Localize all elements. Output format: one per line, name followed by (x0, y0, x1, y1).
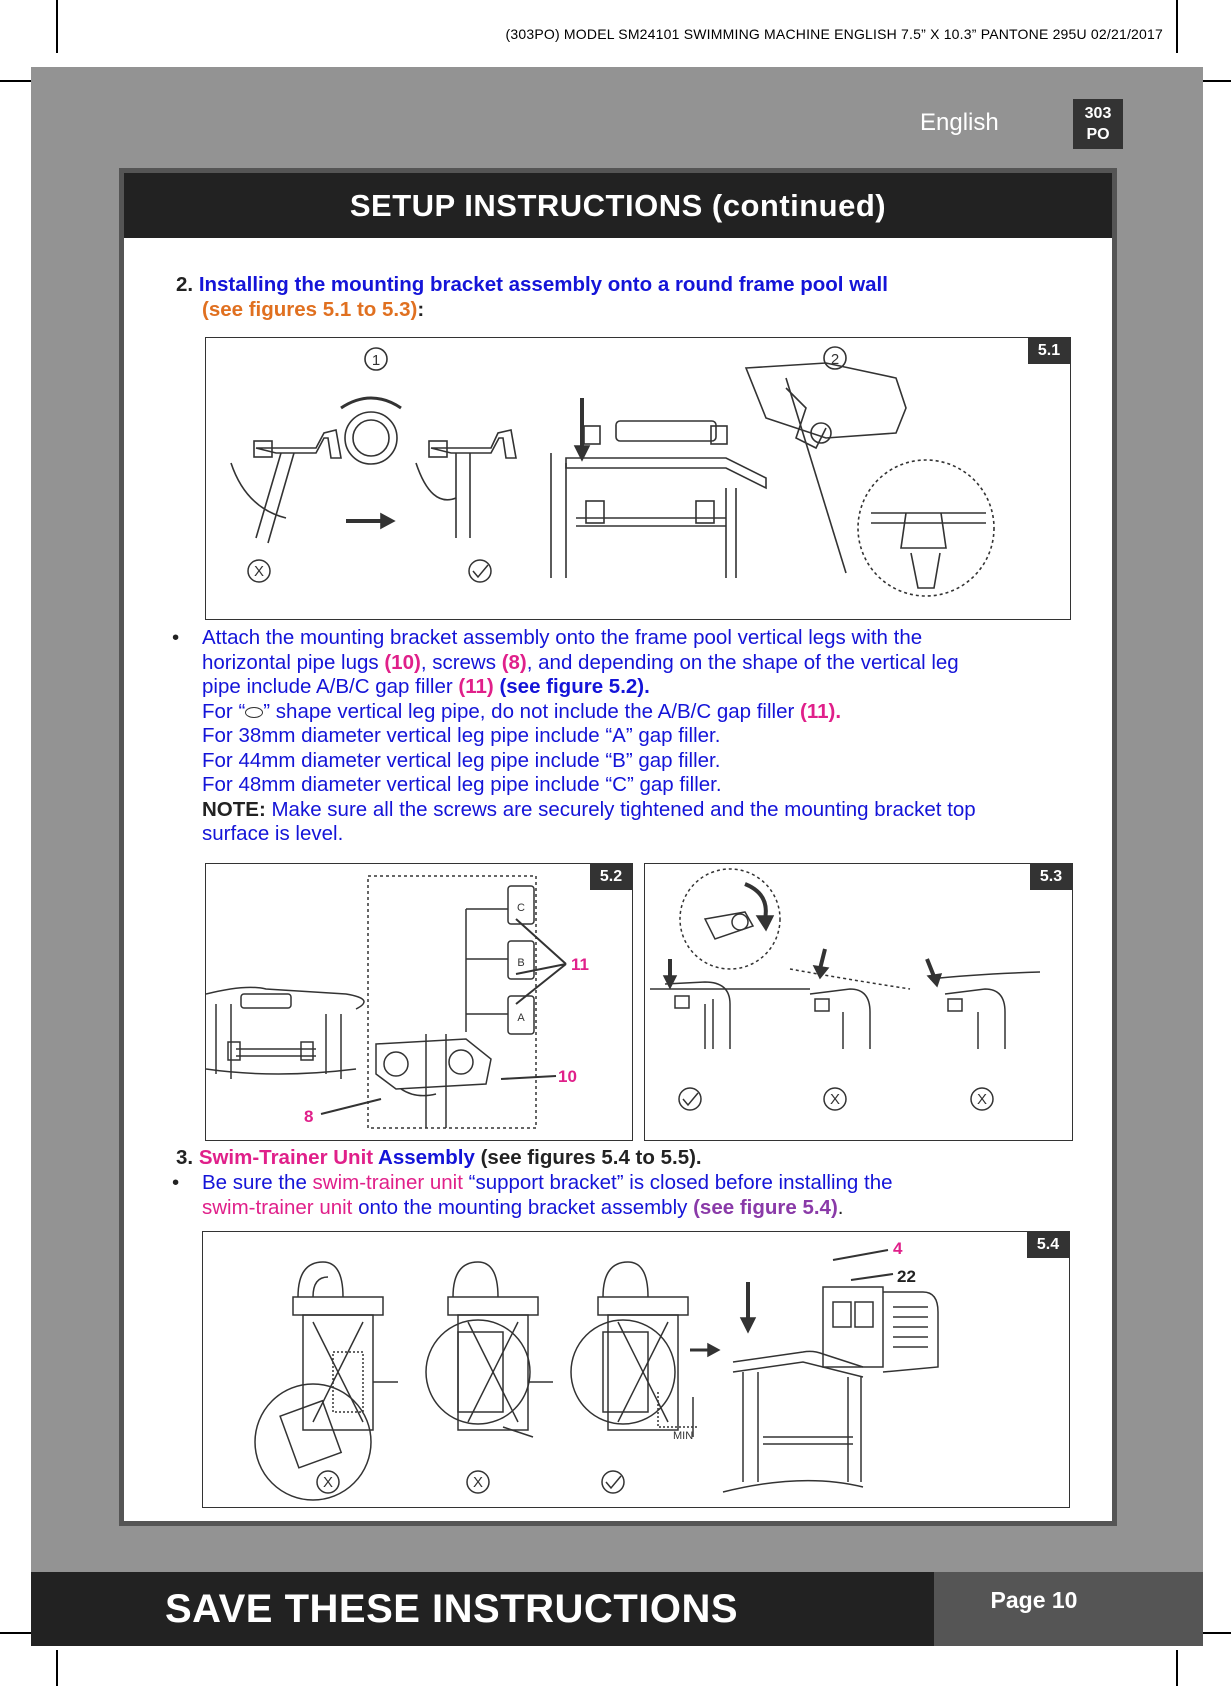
bullet-glyph: • (172, 626, 180, 649)
note-line-2: surface is level. (202, 822, 344, 845)
step2-ref: (see figures 5.1 to 5.3) (202, 298, 418, 321)
step2-colon: : (417, 298, 425, 321)
text: , screws (420, 650, 502, 674)
figure-5-1-illustration (206, 338, 1070, 619)
text: pipe include A/B/C gap filler (202, 675, 459, 698)
callout-11: 11 (571, 955, 589, 974)
text: “support bracket” is closed before installing the (462, 1171, 893, 1194)
text: onto the mounting bracket assembly (352, 1195, 694, 1219)
text: . (837, 1195, 844, 1219)
callout-10: 10 (558, 1067, 577, 1086)
part-ref: (11). (800, 699, 842, 723)
callout-8: 8 (304, 1107, 314, 1126)
figure-5-2-illustration (206, 864, 632, 1140)
code-line-2: PO (1086, 126, 1110, 143)
content-panel (119, 168, 1117, 1526)
page-number: Page 10 (990, 1587, 1078, 1613)
step3-title-3: (see figures 5.4 to 5.5). (474, 1146, 702, 1169)
bullet1-line6: For 44mm diameter vertical leg pipe include “B” gap filler. (202, 748, 721, 772)
part-ref: (8) (501, 650, 527, 674)
step2-number: 2. (176, 273, 194, 296)
figure-ref: (see figure 5.4) (693, 1195, 838, 1219)
bullet1-line2 (202, 651, 1082, 676)
bullet1-line4 (202, 700, 1082, 725)
print-info: (303PO) MODEL SM24101 SWIMMING MACHINE ENGLISH 7.5” X 10.3” PANTONE 295U 02/21/2017 (505, 26, 1163, 42)
figure-5-4-illustration (203, 1232, 1069, 1507)
note-text: Make sure all the screws are securely tightened and the mounting bracket top (265, 797, 976, 821)
bullet-glyph: • (172, 1171, 180, 1194)
bullet1-line7: For 48mm diameter vertical leg pipe include “C” gap filler. (202, 773, 722, 796)
figure-5-3-illustration (645, 864, 1072, 1140)
step2-title: Installing the mounting bracket assembly onto a round frame pool wall (198, 273, 888, 296)
text: , and depending on the shape of the vertical leg (526, 650, 959, 674)
language-label: English (920, 109, 999, 136)
text: For “ (202, 699, 246, 723)
figure-5-1 (205, 337, 1071, 620)
part-ref: (11) (458, 675, 494, 698)
unit-name: swim-trainer unit (202, 1195, 353, 1219)
figure-tag: 5.4 (1027, 1232, 1069, 1258)
fig54-wrong-mark-1: X (322, 1474, 334, 1491)
step3-line2 (202, 1196, 1082, 1221)
figure-5-3 (644, 863, 1073, 1141)
step3-line1 (202, 1171, 1082, 1196)
text: Be sure the (202, 1171, 313, 1194)
text: ” shape vertical leg pipe, do not include the A/B/C gap filler (263, 699, 801, 723)
min-label: MIN (673, 1430, 694, 1442)
step3-heading (176, 1146, 702, 1171)
figure-5-2 (205, 863, 633, 1141)
crop-mark (56, 0, 58, 53)
figure-tag: 5.2 (590, 864, 632, 890)
callout-4: 4 (893, 1239, 903, 1258)
section-title: SETUP INSTRUCTIONS (continued) (124, 173, 1112, 238)
fig51-wrong-mark: X (253, 563, 265, 580)
part-ref: (10) (384, 650, 421, 674)
step3-title-1: Swim-Trainer Unit (198, 1146, 374, 1169)
step3-number: 3. (176, 1146, 194, 1169)
step2-heading (176, 273, 888, 298)
note-line (202, 798, 1082, 823)
fig53-wrong-mark-1: X (829, 1091, 841, 1108)
footer-bar (31, 1572, 1203, 1646)
note-label: NOTE: (202, 797, 266, 821)
figure-tag: 5.1 (1028, 338, 1070, 364)
fig51-step-2: 2 (830, 351, 840, 368)
figure-tag: 5.3 (1030, 864, 1072, 890)
fig53-wrong-mark-2: X (976, 1091, 988, 1108)
callout-22: 22 (897, 1267, 916, 1286)
fig51-step-1: 1 (371, 352, 381, 369)
unit-name: swim-trainer unit (312, 1171, 463, 1194)
oval-shape-icon (245, 707, 263, 718)
filler-b-label: B (517, 957, 525, 969)
crop-mark (56, 1650, 58, 1686)
step2-reference (202, 298, 424, 323)
footer-title: SAVE THESE INSTRUCTIONS (165, 1587, 739, 1631)
crop-mark (1176, 1650, 1178, 1686)
bullet1-line1: Attach the mounting bracket assembly onto the frame pool vertical legs with the (202, 626, 923, 649)
crop-mark (1176, 0, 1178, 53)
fig54-wrong-mark-2: X (472, 1474, 484, 1491)
step3-title-2: Assembly (373, 1146, 475, 1169)
bullet1-line5: For 38mm diameter vertical leg pipe include “A” gap filler. (202, 724, 721, 747)
language-code-badge (1073, 99, 1123, 149)
text: horizontal pipe lugs (202, 650, 385, 674)
figure-5-4 (202, 1231, 1070, 1508)
page-number-box (934, 1572, 1203, 1646)
code-line-1: 303 (1084, 105, 1112, 122)
figure-ref: (see figure 5.2). (499, 675, 650, 698)
bullet1-line3 (202, 675, 1082, 700)
filler-a-label: A (517, 1012, 525, 1024)
filler-c-label: C (517, 902, 525, 914)
